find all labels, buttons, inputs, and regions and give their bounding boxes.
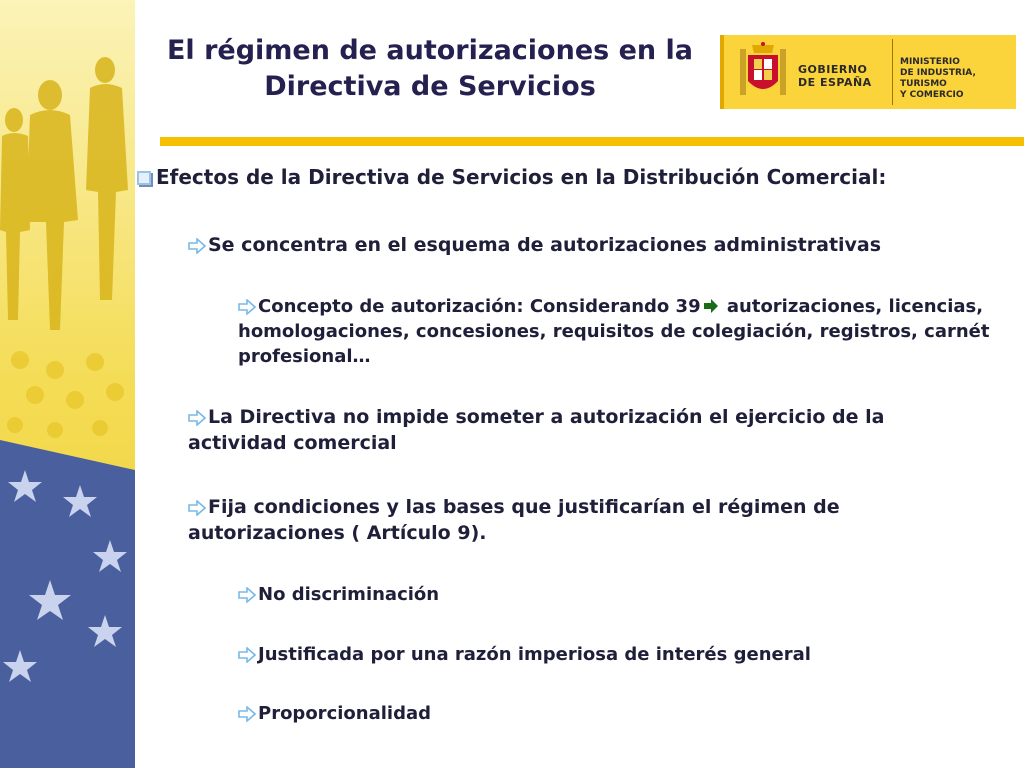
gobierno-text: GOBIERNO DE ESPAÑA	[798, 63, 872, 89]
ministerio-text: MINISTERIO DE INDUSTRIA, TURISMO Y COMERCIO	[900, 57, 976, 100]
hollow-arrow-icon	[188, 410, 206, 426]
square-bullet-icon	[137, 171, 151, 185]
decorative-side-image	[0, 0, 135, 768]
government-logo	[720, 35, 1016, 109]
list-item: Proporcionalidad	[238, 701, 431, 727]
slide-title	[150, 33, 710, 105]
logo-divider	[892, 39, 893, 105]
solid-arrow-icon	[703, 298, 719, 314]
list-item: Concepto de autorización: Considerando 39 autorizaciones, licencias, homologaciones, concesiones, requisitos de colegiación, registros, carnét profesional…	[238, 296, 990, 367]
title-underline	[160, 137, 1024, 146]
coat-of-arms-icon	[734, 41, 792, 103]
list-item: La Directiva no impide someter a autorización el ejercicio de la actividad comercial	[188, 406, 885, 454]
list-item: Fija condiciones y las bases que justificarían el régimen de autorizaciones ( Artículo 9).	[188, 496, 840, 544]
hollow-arrow-icon	[238, 706, 256, 722]
hollow-arrow-icon	[188, 238, 206, 254]
hollow-arrow-icon	[238, 299, 256, 315]
list-item: Se concentra en el esquema de autorizaciones administrativas	[188, 232, 881, 258]
list-item: Justificada por una razón imperiosa de interés general	[238, 642, 811, 668]
slide-title-line-1: El régimen de autorizaciones en la	[166, 35, 694, 66]
slide-title-line-2: Directiva de Servicios	[264, 71, 596, 102]
hollow-arrow-icon	[238, 587, 256, 603]
list-item: No discriminación	[238, 582, 439, 608]
section-heading: Efectos de la Directiva de Servicios en la Distribución Comercial:	[137, 164, 886, 190]
hollow-arrow-icon	[188, 500, 206, 516]
hollow-arrow-icon	[238, 647, 256, 663]
